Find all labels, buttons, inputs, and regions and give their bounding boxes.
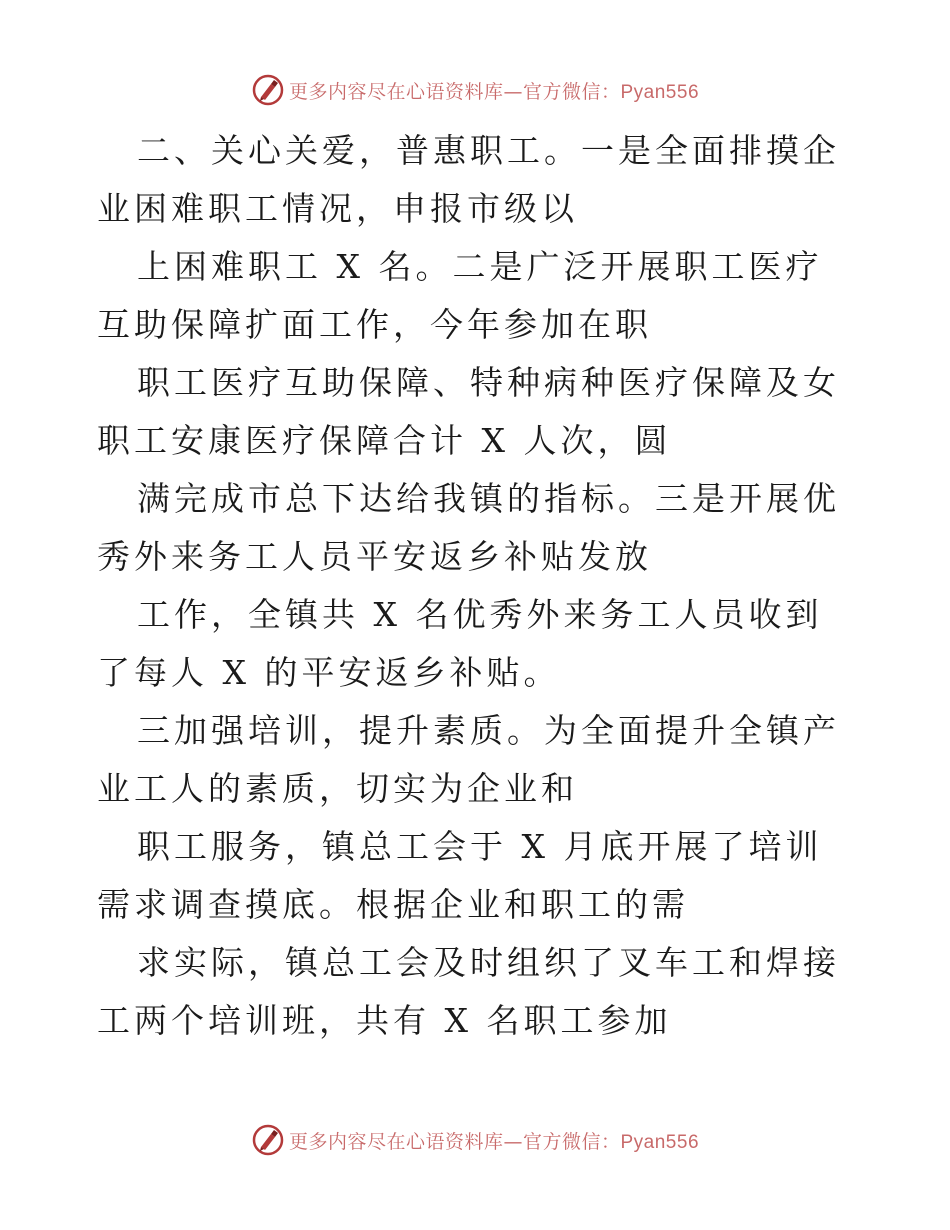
header-wechat-label: 官方微信： xyxy=(522,80,621,103)
footer-banner-text xyxy=(289,1127,699,1154)
header-banner-text xyxy=(289,77,699,104)
document-body xyxy=(97,122,857,1050)
paragraph: 上困难职工 X 名。二是广泛开展职工医疗互助保障扩面工作，今年参加在职 xyxy=(97,247,823,344)
paragraph: 满完成市总下达给我镇的指标。三是开展优秀外来务工人员平安返乡补贴发放 xyxy=(97,479,840,576)
paragraph: 三加强培训，提升素质。为全面提升全镇产业工人的素质，切实为企业和 xyxy=(97,711,840,808)
footer-banner xyxy=(0,1120,950,1160)
footer-site-text: 更多内容尽在心语资料库 xyxy=(288,1130,504,1153)
header-wechat-id: Pyan556 xyxy=(620,81,700,103)
header-separator: — xyxy=(503,80,523,103)
paragraph: 二、关心关爱，普惠职工。一是全面排摸企业困难职工情况，申报市级以 xyxy=(97,131,840,228)
paragraph: 工作，全镇共 X 名优秀外来务工人员收到了每人 X 的平安返乡补贴。 xyxy=(97,595,823,692)
pen-logo-icon xyxy=(251,73,285,107)
header-site-text: 更多内容尽在心语资料库 xyxy=(288,80,504,103)
paragraph: 求实际，镇总工会及时组织了叉车工和焊接工两个培训班，共有 X 名职工参加 xyxy=(97,943,840,1040)
footer-wechat-label: 官方微信： xyxy=(522,1130,621,1153)
paragraph: 职工服务，镇总工会于 X 月底开展了培训需求调查摸底。根据企业和职工的需 xyxy=(97,827,823,924)
pen-logo-icon xyxy=(251,1123,285,1157)
footer-separator: — xyxy=(503,1130,523,1153)
header-banner xyxy=(0,70,950,110)
footer-wechat-id: Pyan556 xyxy=(620,1131,700,1153)
paragraph: 职工医疗互助保障、特种病种医疗保障及女职工安康医疗保障合计 X 人次，圆 xyxy=(97,363,840,460)
